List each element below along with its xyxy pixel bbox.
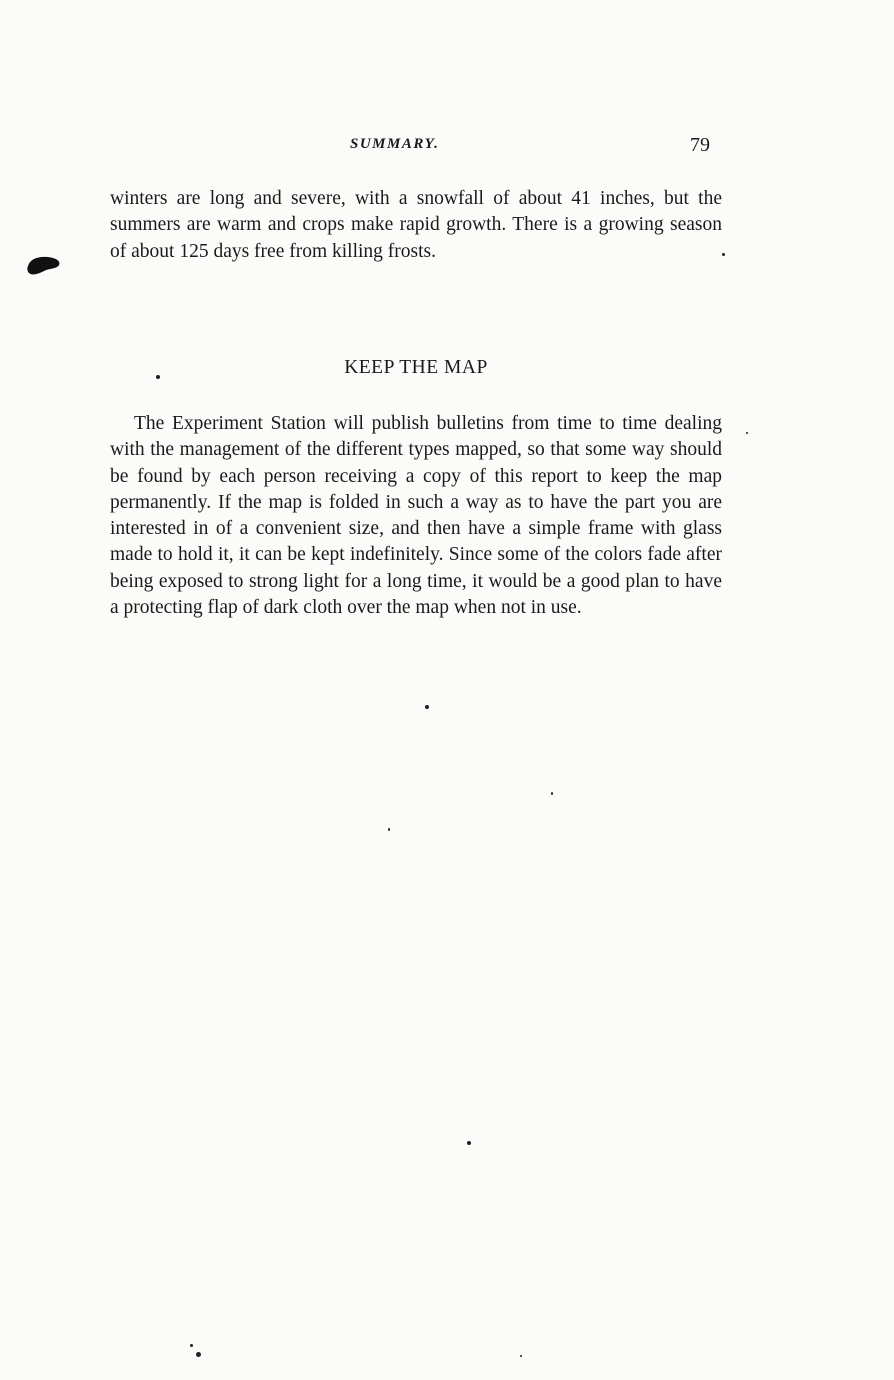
scan-speck [156, 375, 160, 379]
scan-speck [722, 253, 725, 256]
scan-speck [388, 828, 390, 831]
scan-speck [467, 1141, 471, 1145]
scan-speck [196, 1352, 201, 1357]
scan-speck [551, 792, 553, 795]
section-heading: KEEP THE MAP [344, 357, 488, 378]
ink-blot-mark [26, 254, 62, 278]
scan-speck [425, 705, 429, 709]
scan-speck [520, 1355, 522, 1357]
section-paragraph: The Experiment Station will publish bulletins from time to time dealing with the management of the different types mapped, so that some way should be found by each person receiving a copy of this report to keep the map permanently. If the map is folded in such a way as to have the part you are interested in of a convenient size, and then have a simple frame with glass made to hold it, it can be kept indefinitely. Since some of the colors fade after being exposed to strong light for a long time, it would be a good plan to have a protecting flap of dark cloth over the map when not in use. [110, 413, 722, 619]
scan-speck [746, 432, 748, 434]
running-title: SUMMARY. [350, 136, 440, 152]
continued-paragraph: winters are long and severe, with a snowfall of about 41 inches, but the summers are warm and crops make rapid growth. There is a growing season of about 125 days free from killing frosts. [110, 188, 722, 262]
scan-speck [190, 1344, 193, 1347]
running-head [110, 134, 712, 158]
page-number: 79 [690, 134, 710, 156]
